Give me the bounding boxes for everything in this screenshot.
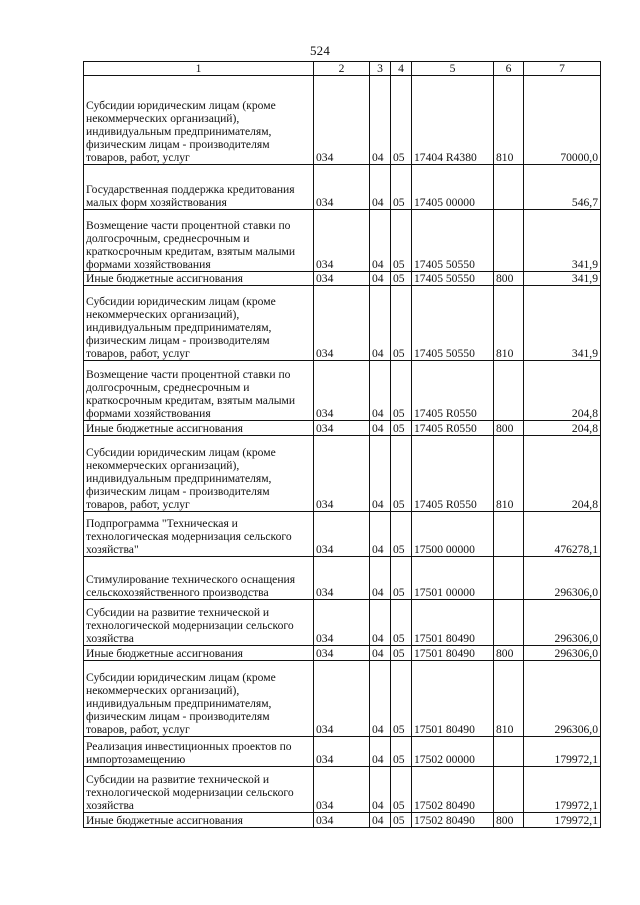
row-name: Стимулирование технического оснащения сельскохозяйственного производства bbox=[84, 557, 314, 600]
table-row bbox=[84, 165, 601, 210]
subsection-code: 05 bbox=[391, 421, 412, 436]
subsection-code: 05 bbox=[391, 165, 412, 210]
table-row bbox=[84, 813, 601, 828]
amount-value: 341,9 bbox=[524, 210, 601, 272]
row-name: Реализация инвестиционных проектов по импортозамещению bbox=[84, 737, 314, 767]
target-article-code: 17502 00000 bbox=[412, 737, 494, 767]
subsection-code: 05 bbox=[391, 600, 412, 646]
table-row bbox=[84, 661, 601, 737]
row-name: Иные бюджетные ассигнования bbox=[84, 813, 314, 828]
column-header-name: 1 bbox=[84, 62, 314, 76]
section-code: 04 bbox=[370, 646, 391, 661]
target-article-code: 17502 80490 bbox=[412, 813, 494, 828]
amount-value: 204,8 bbox=[524, 361, 601, 421]
subsection-code: 05 bbox=[391, 767, 412, 813]
target-article-code: 17405 R0550 bbox=[412, 436, 494, 512]
expense-type-code bbox=[494, 512, 524, 557]
subsection-code: 05 bbox=[391, 210, 412, 272]
ministry-code: 034 bbox=[314, 661, 370, 737]
amount-value: 296306,0 bbox=[524, 600, 601, 646]
subsection-code: 05 bbox=[391, 76, 412, 165]
table-row bbox=[84, 272, 601, 286]
expense-type-code: 810 bbox=[494, 286, 524, 361]
subsection-code: 05 bbox=[391, 813, 412, 828]
column-header-section: 3 bbox=[370, 62, 391, 76]
ministry-code: 034 bbox=[314, 767, 370, 813]
subsection-code: 05 bbox=[391, 361, 412, 421]
row-name: Иные бюджетные ассигнования bbox=[84, 272, 314, 286]
ministry-code: 034 bbox=[314, 210, 370, 272]
table-row bbox=[84, 512, 601, 557]
amount-value: 204,8 bbox=[524, 436, 601, 512]
table-row bbox=[84, 76, 601, 165]
section-code: 04 bbox=[370, 421, 391, 436]
row-name: Государственная поддержка кредитования малых форм хозяйствования bbox=[84, 165, 314, 210]
target-article-code: 17501 80490 bbox=[412, 661, 494, 737]
section-code: 04 bbox=[370, 165, 391, 210]
row-name: Субсидии на развитие технической и технологической модернизации сельского хозяйства bbox=[84, 600, 314, 646]
target-article-code: 17501 00000 bbox=[412, 557, 494, 600]
ministry-code: 034 bbox=[314, 272, 370, 286]
subsection-code: 05 bbox=[391, 272, 412, 286]
target-article-code: 17405 50550 bbox=[412, 210, 494, 272]
page-number: 524 bbox=[309, 43, 331, 58]
ministry-code: 034 bbox=[314, 646, 370, 661]
expense-type-code bbox=[494, 737, 524, 767]
subsection-code: 05 bbox=[391, 737, 412, 767]
row-name: Иные бюджетные ассигнования bbox=[84, 421, 314, 436]
amount-value: 204,8 bbox=[524, 421, 601, 436]
target-article-code: 17405 R0550 bbox=[412, 421, 494, 436]
table-row bbox=[84, 361, 601, 421]
column-header-ministry: 2 bbox=[314, 62, 370, 76]
ministry-code: 034 bbox=[314, 436, 370, 512]
ministry-code: 034 bbox=[314, 286, 370, 361]
row-name: Субсидии на развитие технической и технологической модернизации сельского хозяйства bbox=[84, 767, 314, 813]
target-article-code: 17500 00000 bbox=[412, 512, 494, 557]
amount-value: 296306,0 bbox=[524, 646, 601, 661]
expense-type-code: 800 bbox=[494, 421, 524, 436]
column-header-amount: 7 bbox=[524, 62, 601, 76]
ministry-code: 034 bbox=[314, 165, 370, 210]
section-code: 04 bbox=[370, 767, 391, 813]
subsection-code: 05 bbox=[391, 436, 412, 512]
target-article-code: 17502 80490 bbox=[412, 767, 494, 813]
row-name: Субсидии юридическим лицам (кроме некоммерческих организаций), индивидуальным предпринимателям, физическим лицам - производителям товаров, работ, услуг bbox=[84, 286, 314, 361]
expense-type-code: 800 bbox=[494, 646, 524, 661]
ministry-code: 034 bbox=[314, 421, 370, 436]
expense-type-code: 810 bbox=[494, 661, 524, 737]
expense-type-code: 810 bbox=[494, 436, 524, 512]
ministry-code: 034 bbox=[314, 512, 370, 557]
target-article-code: 17405 R0550 bbox=[412, 361, 494, 421]
row-name: Субсидии юридическим лицам (кроме некоммерческих организаций), индивидуальным предпринимателям, физическим лицам - производителям товаров, работ, услуг bbox=[84, 436, 314, 512]
section-code: 04 bbox=[370, 210, 391, 272]
target-article-code: 17501 80490 bbox=[412, 600, 494, 646]
section-code: 04 bbox=[370, 737, 391, 767]
expense-type-code: 800 bbox=[494, 272, 524, 286]
expense-type-code bbox=[494, 557, 524, 600]
column-header-subsection: 4 bbox=[391, 62, 412, 76]
table-row bbox=[84, 600, 601, 646]
ministry-code: 034 bbox=[314, 361, 370, 421]
row-name: Субсидии юридическим лицам (кроме некоммерческих организаций), индивидуальным предпринимателям, физическим лицам - производителям товаров, работ, услуг bbox=[84, 661, 314, 737]
ministry-code: 034 bbox=[314, 76, 370, 165]
target-article-code: 17405 50550 bbox=[412, 286, 494, 361]
table-row bbox=[84, 767, 601, 813]
subsection-code: 05 bbox=[391, 557, 412, 600]
section-code: 04 bbox=[370, 661, 391, 737]
target-article-code: 17405 00000 bbox=[412, 165, 494, 210]
section-code: 04 bbox=[370, 286, 391, 361]
expense-type-code bbox=[494, 767, 524, 813]
row-name: Возмещение части процентной ставки по долгосрочным, среднесрочным и краткосрочным кредитам, взятым малыми формами хозяйствования bbox=[84, 361, 314, 421]
ministry-code: 034 bbox=[314, 600, 370, 646]
row-name: Подпрограмма "Техническая и технологическая модернизация сельского хозяйства" bbox=[84, 512, 314, 557]
section-code: 04 bbox=[370, 557, 391, 600]
amount-value: 296306,0 bbox=[524, 557, 601, 600]
ministry-code: 034 bbox=[314, 557, 370, 600]
table-row bbox=[84, 286, 601, 361]
expense-type-code bbox=[494, 361, 524, 421]
section-code: 04 bbox=[370, 512, 391, 557]
amount-value: 70000,0 bbox=[524, 76, 601, 165]
subsection-code: 05 bbox=[391, 512, 412, 557]
amount-value: 179972,1 bbox=[524, 737, 601, 767]
budget-table bbox=[83, 61, 601, 828]
row-name: Иные бюджетные ассигнования bbox=[84, 646, 314, 661]
expense-type-code bbox=[494, 165, 524, 210]
table-row bbox=[84, 646, 601, 661]
section-code: 04 bbox=[370, 600, 391, 646]
amount-value: 546,7 bbox=[524, 165, 601, 210]
row-name: Субсидии юридическим лицам (кроме некоммерческих организаций), индивидуальным предпринимателям, физическим лицам - производителям товаров, работ, услуг bbox=[84, 76, 314, 165]
section-code: 04 bbox=[370, 272, 391, 286]
target-article-code: 17501 80490 bbox=[412, 646, 494, 661]
table-row bbox=[84, 436, 601, 512]
target-article-code: 17405 50550 bbox=[412, 272, 494, 286]
subsection-code: 05 bbox=[391, 646, 412, 661]
table-row bbox=[84, 210, 601, 272]
expense-type-code: 800 bbox=[494, 813, 524, 828]
amount-value: 179972,1 bbox=[524, 813, 601, 828]
table-row bbox=[84, 737, 601, 767]
ministry-code: 034 bbox=[314, 813, 370, 828]
subsection-code: 05 bbox=[391, 661, 412, 737]
expense-type-code bbox=[494, 210, 524, 272]
section-code: 04 bbox=[370, 436, 391, 512]
section-code: 04 bbox=[370, 813, 391, 828]
amount-value: 476278,1 bbox=[524, 512, 601, 557]
row-name: Возмещение части процентной ставки по долгосрочным, среднесрочным и краткосрочным кредитам, взятым малыми формами хозяйствования bbox=[84, 210, 314, 272]
expense-type-code bbox=[494, 600, 524, 646]
subsection-code: 05 bbox=[391, 286, 412, 361]
section-code: 04 bbox=[370, 361, 391, 421]
column-header-target-article: 5 bbox=[412, 62, 494, 76]
amount-value: 296306,0 bbox=[524, 661, 601, 737]
amount-value: 341,9 bbox=[524, 272, 601, 286]
header-row bbox=[84, 62, 601, 76]
column-header-expense-type: 6 bbox=[494, 62, 524, 76]
ministry-code: 034 bbox=[314, 737, 370, 767]
target-article-code: 17404 R4380 bbox=[412, 76, 494, 165]
table-row bbox=[84, 557, 601, 600]
table-row bbox=[84, 421, 601, 436]
expense-type-code: 810 bbox=[494, 76, 524, 165]
amount-value: 341,9 bbox=[524, 286, 601, 361]
section-code: 04 bbox=[370, 76, 391, 165]
amount-value: 179972,1 bbox=[524, 767, 601, 813]
